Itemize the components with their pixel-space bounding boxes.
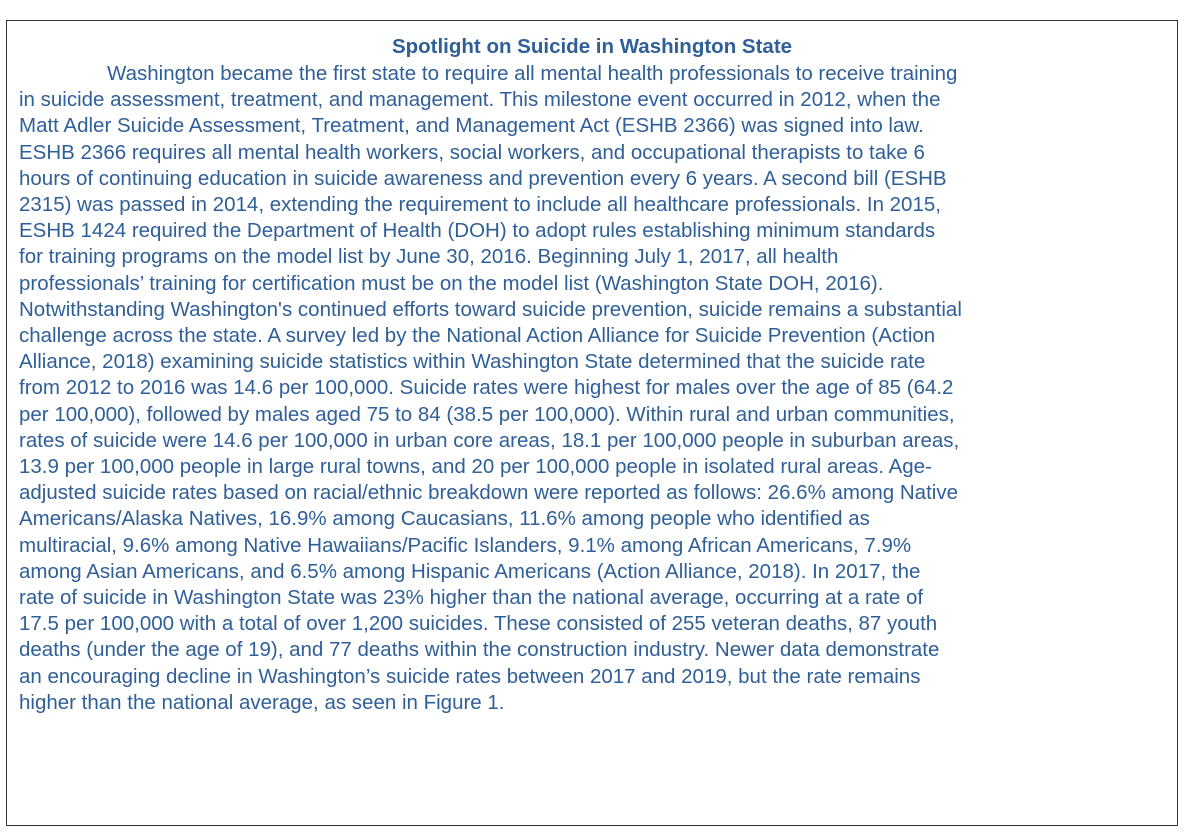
- text-line: Alliance, 2018) examining suicide statistics within Washington State determined that the suicide rate: [19, 350, 926, 374]
- text-line: higher than the national average, as seen in Figure 1.: [19, 690, 505, 714]
- text-line: rate of suicide in Washington State was 23% higher than the national average, occurring at a rate of: [19, 586, 924, 610]
- text-line: challenge across the state. A survey led by the National Action Alliance for Suicide Prevention (Action: [19, 324, 936, 348]
- text-line: among Asian Americans, and 6.5% among Hispanic Americans (Action Alliance, 2018). In 2017, the: [19, 559, 921, 583]
- text-line: Notwithstanding Washington's continued efforts toward suicide prevention, suicide remains a substantial: [19, 297, 962, 321]
- text-line: deaths (under the age of 19), and 77 deaths within the construction industry. Newer data demonstrate: [19, 638, 940, 662]
- spotlight-title: Spotlight on Suicide in Washington State: [391, 35, 793, 58]
- text-line: for training programs on the model list by June 30, 2016. Beginning July 1, 2017, all health: [19, 245, 839, 269]
- text-line: from 2012 to 2016 was 14.6 per 100,000. Suicide rates were highest for males over the age of 85 (64.2: [19, 376, 954, 400]
- spotlight-paragraph: [19, 61, 1179, 716]
- text-line: ESHB 2366 requires all mental health workers, social workers, and occupational therapists to take 6: [19, 140, 925, 164]
- text-line: 17.5 per 100,000 with a total of over 1,200 suicides. These consisted of 255 veteran deaths, 87 youth: [19, 612, 938, 636]
- text-line: professionals’ training for certification must be on the model list (Washington State DOH, 2016).: [19, 271, 884, 295]
- text-line: Matt Adler Suicide Assessment, Treatment, and Management Act (ESHB 2366) was signed into law.: [19, 114, 924, 138]
- text-line: rates of suicide were 14.6 per 100,000 in urban core areas, 18.1 per 100,000 people in suburban areas,: [19, 428, 960, 452]
- text-line: Washington became the first state to require all mental health professionals to receive training: [107, 62, 958, 85]
- text-line: per 100,000), followed by males aged 75 to 84 (38.5 per 100,000). Within rural and urban communities,: [19, 402, 955, 426]
- text-line: in suicide assessment, treatment, and management. This milestone event occurred in 2012, when the: [19, 88, 941, 112]
- text-line: Americans/Alaska Natives, 16.9% among Caucasians, 11.6% among people who identified as: [19, 507, 870, 531]
- text-line: hours of continuing education in suicide awareness and prevention every 6 years. A second bill (ESHB: [19, 166, 947, 190]
- text-line: ESHB 1424 required the Department of Health (DOH) to adopt rules establishing minimum standards: [19, 219, 936, 243]
- text-line: an encouraging decline in Washington’s suicide rates between 2017 and 2019, but the rate remains: [19, 664, 921, 688]
- spotlight-box: [6, 20, 1178, 826]
- text-line: 13.9 per 100,000 people in large rural towns, and 20 per 100,000 people in isolated rural areas. Age-: [19, 455, 932, 479]
- text-line: multiracial, 9.6% among Native Hawaiians/Pacific Islanders, 9.1% among African Americans, 7.9%: [19, 533, 912, 557]
- text-line: 2315) was passed in 2014, extending the requirement to include all healthcare professionals. In 2015,: [19, 193, 941, 217]
- text-line: adjusted suicide rates based on racial/ethnic breakdown were reported as follows: 26.6% among Native: [19, 481, 958, 505]
